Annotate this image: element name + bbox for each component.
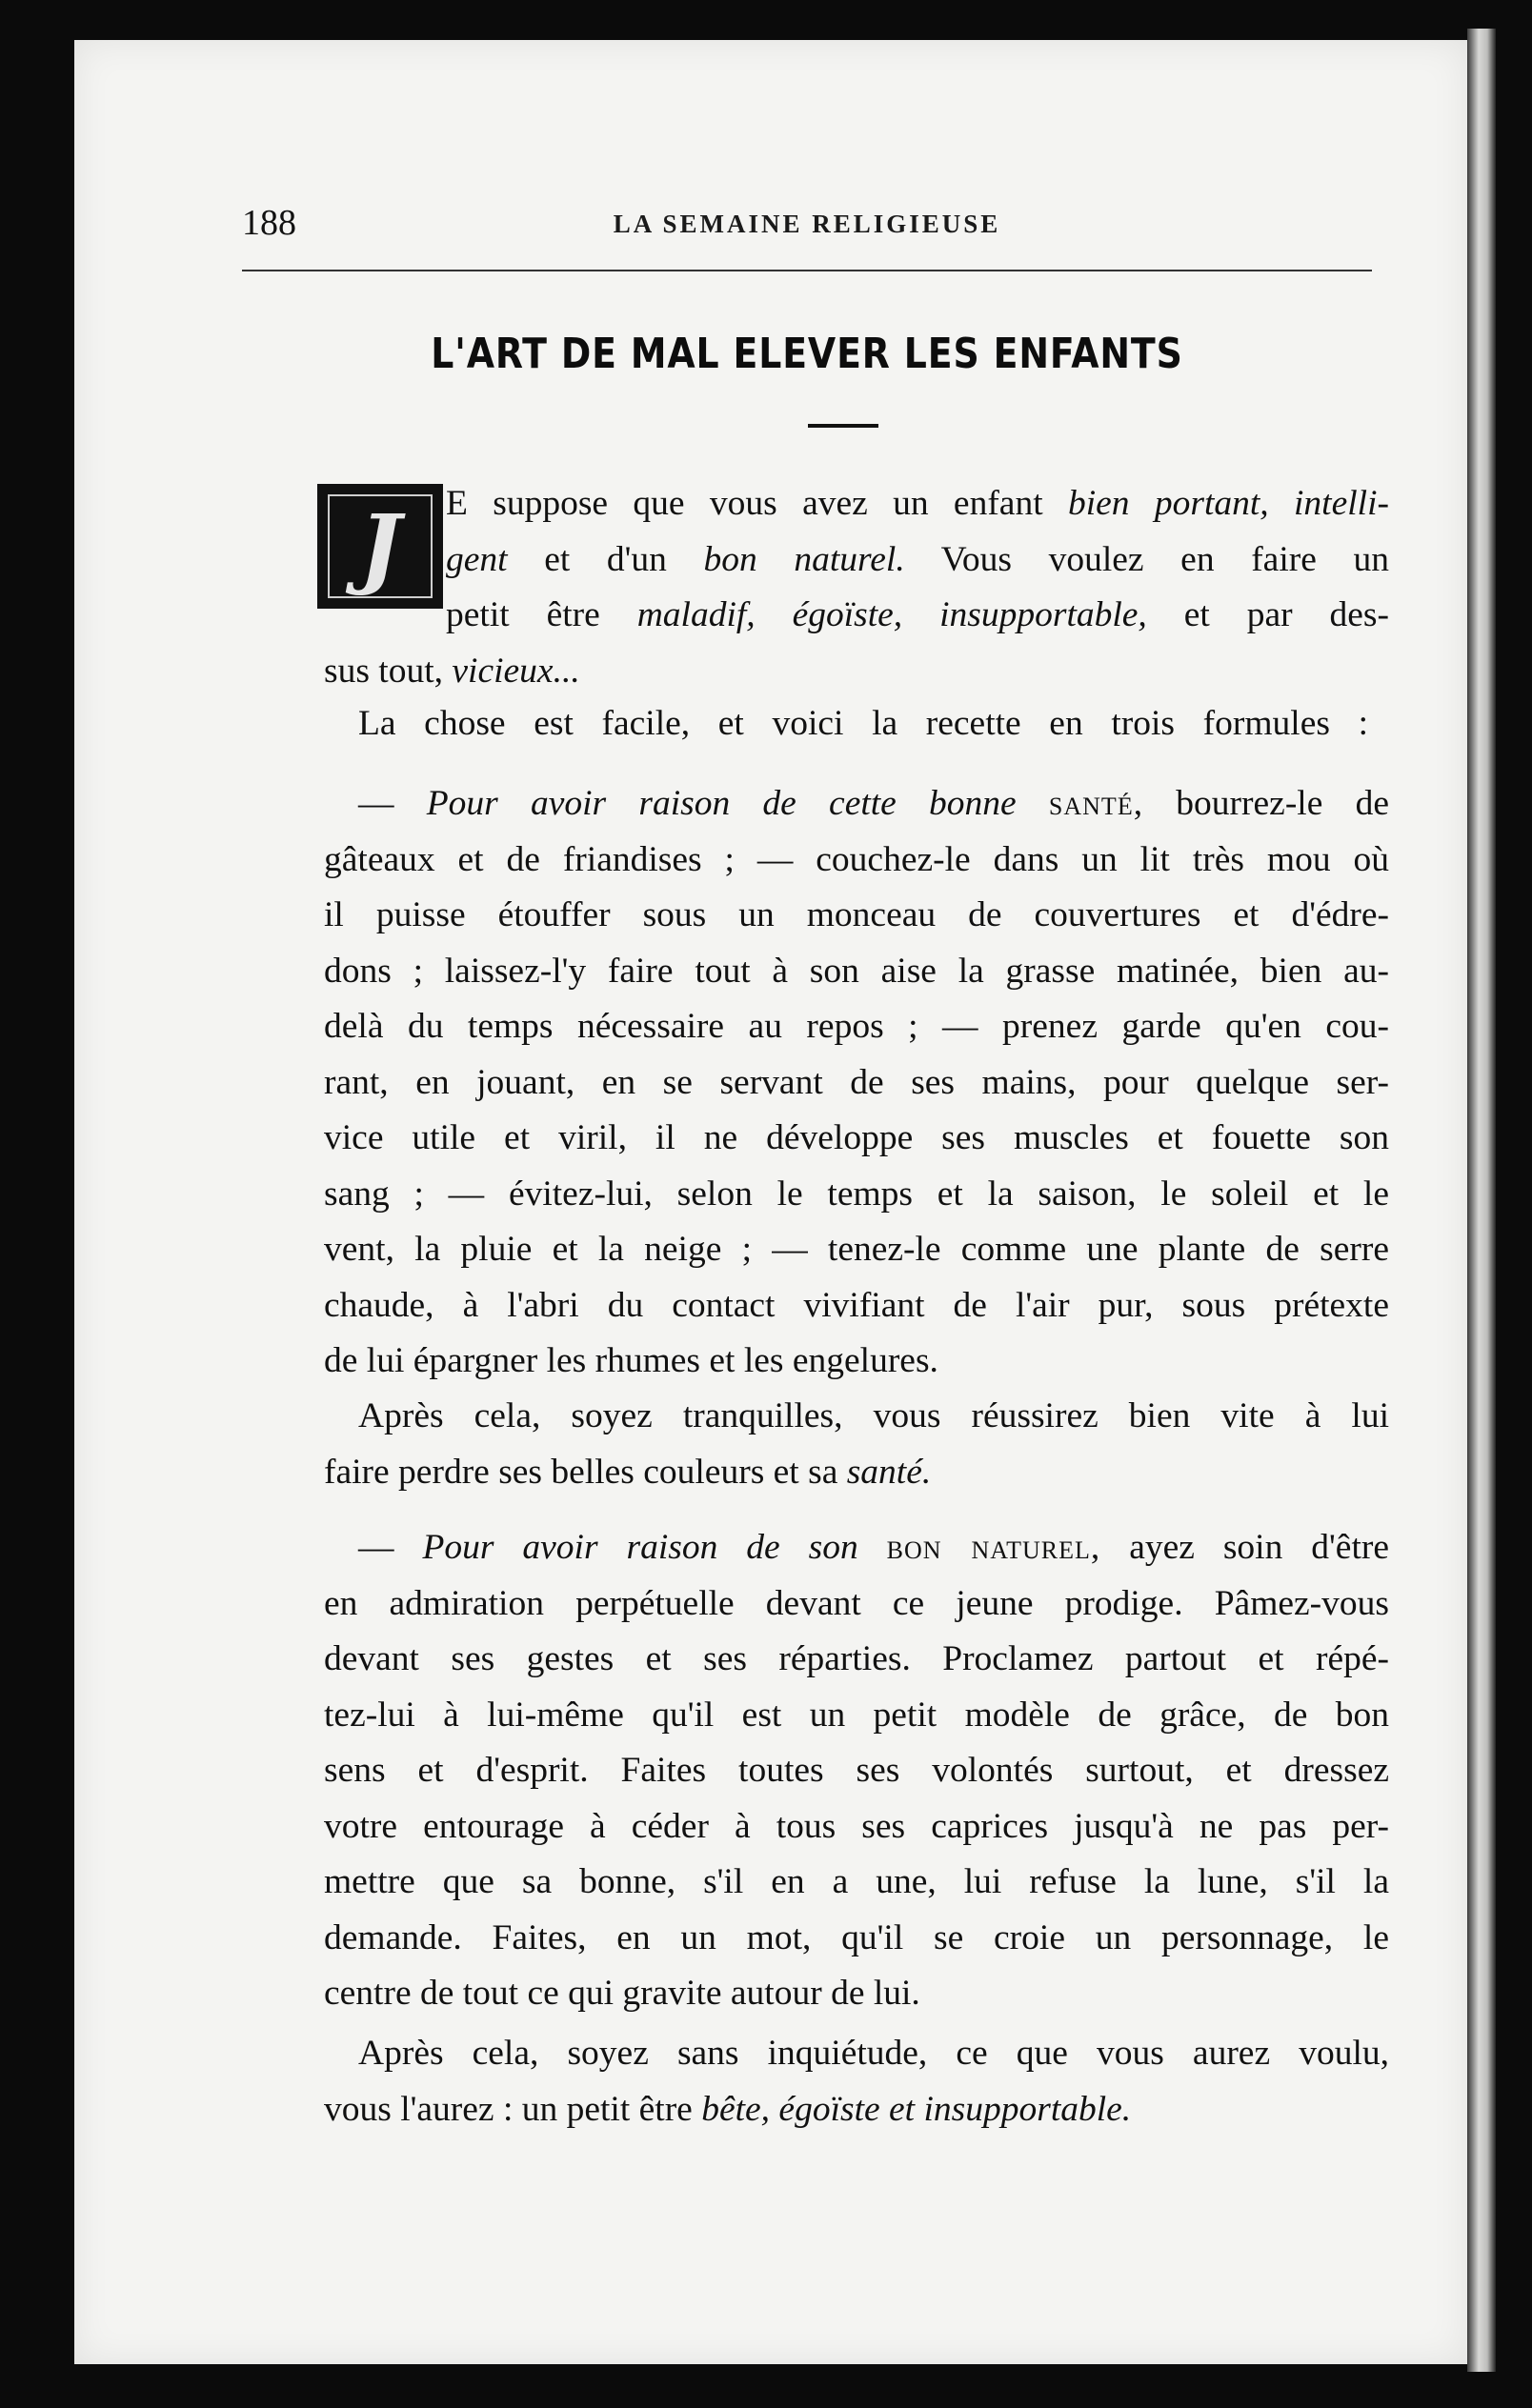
- title-rule: [808, 424, 878, 428]
- text-run: vice utile et viril, il ne développe ses muscles et fouette son: [324, 1118, 1389, 1157]
- paragraph-line: [324, 2082, 1389, 2137]
- paragraph-line: [324, 944, 1389, 999]
- italic-text: Pour avoir raison de cette bonne: [426, 784, 1049, 823]
- text-run: et d'un: [507, 539, 704, 579]
- text-run: votre entourage à céder à tous ses caprices jusqu'à ne pas per-: [324, 1806, 1389, 1846]
- text-run: demande. Faites, en un mot, qu'il se croie un personnage, le: [324, 1917, 1389, 1957]
- paragraph-line: [358, 1520, 1389, 1575]
- paragraph-line: [324, 1334, 1389, 1389]
- text-run: Après cela, soyez tranquilles, vous réussirez bien vite à lui: [358, 1396, 1389, 1435]
- text-run: en admiration perpétuelle devant ce jeune prodige. Pâmez-vous: [324, 1583, 1389, 1623]
- text-run: sens et d'esprit. Faites toutes ses volontés surtout, et dressez: [324, 1751, 1389, 1790]
- text-run: E suppose que vous avez un enfant: [446, 484, 1068, 523]
- paragraph-line: [446, 588, 1389, 643]
- page-number: 188: [242, 203, 296, 243]
- text-run: de lui épargner les rhumes et les engelures.: [324, 1341, 938, 1380]
- text-run: vous l'aurez : un petit être: [324, 2089, 702, 2129]
- running-head: LA SEMAINE RELIGIEUSE: [613, 210, 1001, 238]
- page-edge: [1467, 29, 1496, 2372]
- text-run: sus tout,: [324, 651, 453, 691]
- drop-cap: [317, 484, 443, 609]
- text-run: —: [358, 1528, 423, 1567]
- text-run: Après cela, soyez sans inquiétude, ce que vous aurez voulu,: [358, 2034, 1389, 2073]
- text-run: delà du temps nécessaire au repos ; — prenez garde qu'en cou-: [324, 1007, 1389, 1046]
- paragraph-line: [324, 999, 1389, 1054]
- italic-text: maladif, égoïste, insupportable,: [636, 595, 1147, 634]
- text-run: et par des-: [1146, 595, 1389, 634]
- article-title: L'ART DE MAL ELEVER LES ENFANTS: [431, 330, 1183, 378]
- paragraph-line: La chose est facile, et voici la recette en trois formules :: [358, 704, 1368, 743]
- paragraph-line: [324, 1278, 1389, 1334]
- paragraph-line: [324, 1111, 1389, 1166]
- text-run: mettre que sa bonne, s'il en a une, lui refuse la lune, s'il la: [324, 1862, 1389, 1901]
- text-run: Vous voulez en faire un: [904, 539, 1389, 579]
- italic-text: bête, égoïste et insupportable.: [701, 2089, 1132, 2129]
- paragraph-line: [324, 1799, 1389, 1855]
- paragraph-line: [358, 776, 1389, 832]
- small-caps-text: santé,: [1048, 784, 1144, 823]
- italic-text: gent: [446, 539, 508, 579]
- paragraph-line: [324, 1911, 1389, 1966]
- paragraph-line: [324, 1855, 1389, 1910]
- italic-text: Pour avoir raison de son: [422, 1528, 887, 1567]
- small-caps-text: bon naturel,: [886, 1528, 1101, 1567]
- text-run: petit être: [446, 595, 637, 634]
- paragraph-line: [324, 1743, 1389, 1798]
- paragraph-line: [324, 1167, 1389, 1222]
- text-run: chaude, à l'abri du contact vivifiant de l'air pur, sous prétexte: [324, 1285, 1389, 1325]
- paragraph-line: [324, 1688, 1389, 1743]
- paragraph-line: [446, 532, 1389, 588]
- paragraph-line: [324, 1222, 1389, 1277]
- drop-cap-frame: [328, 494, 433, 598]
- paragraph-line: [358, 1389, 1389, 1444]
- text-run: devant ses gestes et ses réparties. Proclamez partout et répé-: [324, 1639, 1389, 1678]
- text-run: ayez soin d'être: [1100, 1528, 1389, 1567]
- text-run: bourrez-le de: [1143, 784, 1389, 823]
- paragraph-line: [324, 1632, 1389, 1687]
- text-run: —: [358, 784, 427, 823]
- page-header: [242, 196, 1372, 253]
- italic-text: bon naturel.: [703, 539, 905, 579]
- text-run: sang ; — évitez-lui, selon le temps et la saison, le soleil et le: [324, 1174, 1389, 1214]
- text-run: centre de tout ce qui gravite autour de lui.: [324, 1974, 920, 2013]
- paragraph-line: [446, 476, 1389, 532]
- text-run: dons ; laissez-l'y faire tout à son aise la grasse matinée, bien au-: [324, 951, 1389, 991]
- drop-cap-letter: J: [359, 494, 401, 598]
- text-run: tez-lui à lui-même qu'il est un petit modèle de grâce, de bon: [324, 1695, 1389, 1735]
- italic-text: santé.: [846, 1452, 932, 1492]
- text-run: vent, la pluie et la neige ; — tenez-le comme une plante de serre: [324, 1230, 1389, 1269]
- paragraph-line: [324, 1445, 1389, 1500]
- text-run: gâteaux et de friandises ; — couchez-le dans un lit très mou où: [324, 839, 1389, 879]
- header-rule: [242, 270, 1372, 271]
- italic-text: vicieux...: [452, 651, 580, 691]
- paragraph-line: [358, 2026, 1389, 2081]
- paragraph-line: [324, 644, 1389, 699]
- paragraph-line: [324, 1055, 1389, 1111]
- paragraph-line: [324, 1576, 1389, 1632]
- paragraph-line: [324, 1966, 1389, 2021]
- paragraph-line: [324, 888, 1389, 943]
- text-run: rant, en jouant, en se servant de ses mains, pour quelque ser-: [324, 1062, 1389, 1102]
- paragraph-line: [324, 833, 1389, 888]
- text-run: il puisse étouffer sous un monceau de couvertures et d'édre-: [324, 895, 1389, 934]
- italic-text: bien portant, intelli-: [1067, 484, 1389, 523]
- text-run: faire perdre ses belles couleurs et sa: [324, 1452, 847, 1492]
